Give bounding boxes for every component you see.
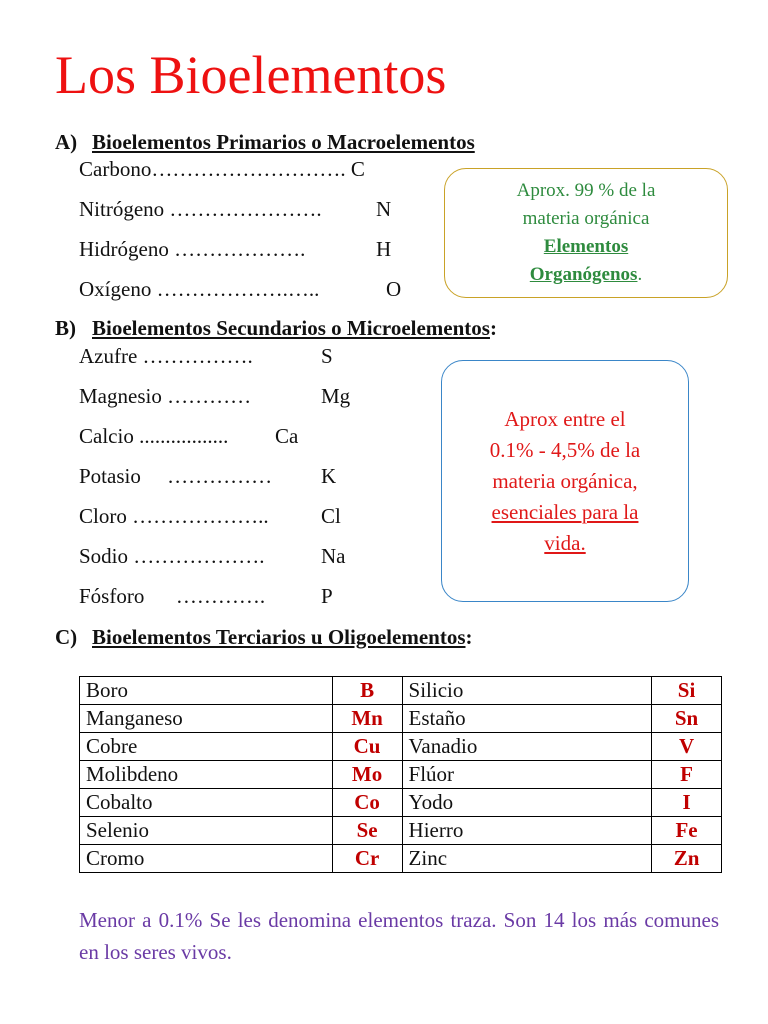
element-name: Molibdeno [80,761,333,789]
element-label: Hidrógeno ………………. [79,237,306,261]
table-row [80,845,722,873]
element-name: Cobalto [80,789,333,817]
element-name: Vanadio [402,733,652,761]
section-b-letter: B) [55,316,76,340]
element-name: Zinc [402,845,652,873]
element-label: Oxígeno ……………….….. [79,277,320,301]
element-name: Selenio [80,817,333,845]
box-emphasis: Organógenos [529,264,638,285]
section-b-colon: : [489,316,497,340]
table-row [80,761,722,789]
element-name: Estaño [402,705,652,733]
element-label: Magnesio ………… [79,384,252,408]
element-label: Potasio …………… [79,464,273,488]
element-symbol: Na [321,544,346,568]
footer-note: Menor a 0.1% Se les denomina elementos traza. Son 14 los más comunes en los seres vivos. [79,908,719,964]
element-symbol: K [321,464,337,488]
element-symbol: Cl [321,504,341,528]
element-symbol: Mo [332,761,402,789]
element-name: Flúor [402,761,652,789]
section-b-title: Bioelementos Secundarios o Microelementos [92,316,490,340]
element-symbol: Si [652,677,722,705]
box-line: Aprox. 99 % de la [516,180,656,201]
element-label: Nitrógeno …………………. [79,197,322,221]
element-symbol: F [652,761,722,789]
element-symbol: B [332,677,402,705]
table-row [80,789,722,817]
oligoelements-table [79,676,722,873]
element-symbol: Cu [332,733,402,761]
element-symbol: Fe [652,817,722,845]
element-symbol: O [386,277,402,301]
section-c-colon: : [465,625,473,649]
page-title: Los Bioelementos [55,45,447,105]
section-b-heading [55,318,497,339]
box-line: 0.1% - 4,5% de la [489,437,641,462]
element-label: Fósforo …………. [79,584,266,608]
primary-info-box [444,168,728,298]
element-symbol: Ca [275,424,299,448]
element-symbol: V [652,733,722,761]
element-label: Carbono………………………. C [79,157,365,181]
table-row [80,817,722,845]
element-symbol: Mg [321,384,351,408]
element-label: Calcio ................. [79,424,229,448]
element-symbol: H [376,237,392,261]
element-symbol: Sn [652,705,722,733]
element-name: Cromo [80,845,333,873]
element-symbol: S [321,344,333,368]
section-a-heading [55,132,475,153]
element-symbol: N [376,197,392,221]
element-symbol: I [652,789,722,817]
element-name: Cobre [80,733,333,761]
box-line: Aprox entre el [504,406,626,431]
section-c-letter: C) [55,625,78,649]
box-emphasis: Elementos [543,236,629,257]
table-row [80,677,722,705]
element-name: Yodo [402,789,652,817]
table-row [80,733,722,761]
section-a-title: Bioelementos Primarios o Macroelementos [92,130,475,154]
element-name: Manganeso [80,705,333,733]
element-label: Azufre ……………. [79,344,253,368]
table-row [80,705,722,733]
element-label: Cloro ……………….. [79,504,269,528]
box-underlined: vida. [544,530,586,555]
section-c-title: Bioelementos Terciarios u Oligoelementos [92,625,466,649]
box-line: materia orgánica [522,208,650,229]
box-period: . [637,264,643,285]
box-line: materia orgánica, [492,468,638,493]
element-symbol: Cr [332,845,402,873]
element-name: Hierro [402,817,652,845]
element-symbol: Zn [652,845,722,873]
section-a-letter: A) [55,130,78,154]
element-symbol: Se [332,817,402,845]
element-symbol: P [321,584,333,608]
element-symbol: Co [332,789,402,817]
element-name: Boro [80,677,333,705]
element-label: Sodio ………………. [79,544,265,568]
secondary-info-box [441,360,689,602]
element-name: Silicio [402,677,652,705]
box-underlined: esenciales para la [491,499,639,524]
section-c-heading [55,627,473,648]
element-symbol: Mn [332,705,402,733]
